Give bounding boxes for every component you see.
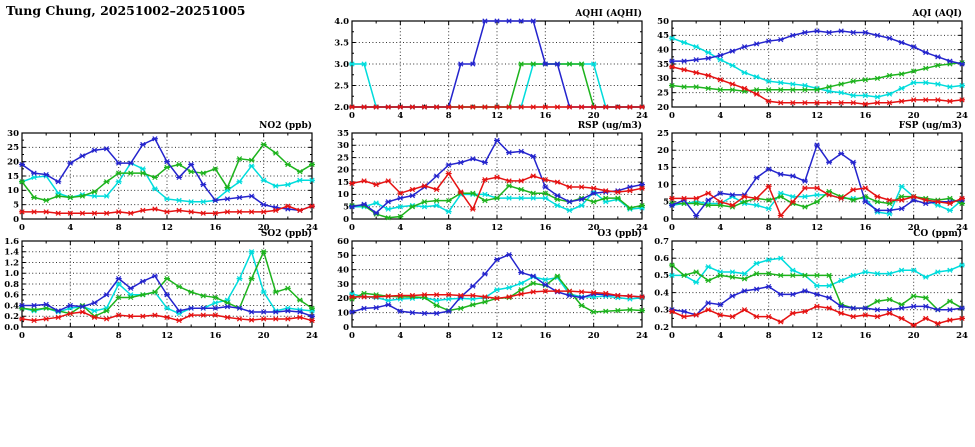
chart-rsp (330, 120, 655, 233)
svg-text:30: 30 (337, 279, 349, 290)
svg-text:25: 25 (657, 128, 669, 139)
chart-no2 (0, 120, 325, 233)
svg-text:0: 0 (19, 331, 25, 341)
svg-text:12: 12 (491, 331, 503, 341)
svg-text:20: 20 (337, 294, 349, 305)
svg-text:24: 24 (306, 223, 318, 233)
chart-plot-aqhi (330, 8, 655, 121)
svg-text:24: 24 (636, 111, 648, 121)
svg-text:4: 4 (67, 223, 74, 233)
svg-text:40: 40 (657, 45, 669, 56)
svg-text:1.2: 1.2 (4, 258, 19, 269)
chart-co (650, 228, 975, 341)
svg-text:0.2: 0.2 (654, 322, 669, 333)
svg-text:15: 15 (657, 163, 669, 174)
svg-text:0.2: 0.2 (4, 312, 19, 323)
svg-text:3.0: 3.0 (334, 59, 349, 70)
svg-text:4: 4 (397, 111, 404, 121)
svg-text:4: 4 (397, 223, 404, 233)
svg-text:12: 12 (811, 331, 823, 341)
svg-text:20: 20 (257, 331, 270, 341)
svg-text:1.6: 1.6 (4, 236, 19, 247)
svg-text:50: 50 (657, 16, 669, 27)
svg-text:0: 0 (13, 214, 19, 225)
svg-text:0: 0 (343, 214, 349, 225)
chart-so2 (0, 228, 325, 341)
svg-text:4: 4 (397, 331, 404, 341)
chart-aqi (650, 8, 975, 121)
svg-text:0.3: 0.3 (654, 305, 669, 316)
svg-text:15: 15 (337, 177, 349, 188)
chart-title-rsp: RSP (ug/m3) (577, 121, 642, 131)
svg-text:25: 25 (7, 143, 19, 154)
chart-o3 (330, 228, 655, 341)
svg-text:0.4: 0.4 (654, 288, 669, 299)
svg-text:0: 0 (349, 111, 355, 121)
svg-text:0: 0 (669, 331, 675, 341)
svg-text:20: 20 (337, 165, 349, 176)
svg-text:4: 4 (717, 111, 724, 121)
svg-text:12: 12 (811, 111, 823, 121)
svg-text:4: 4 (67, 331, 74, 341)
svg-text:20: 20 (907, 223, 920, 233)
chart-title-aqi: AQI (AQI) (912, 9, 962, 19)
svg-text:8: 8 (765, 111, 772, 121)
chart-plot-fsp (650, 120, 975, 233)
svg-text:0: 0 (343, 322, 349, 333)
svg-text:35: 35 (337, 128, 349, 139)
svg-text:5: 5 (343, 202, 349, 213)
svg-text:30: 30 (657, 74, 669, 85)
svg-text:8: 8 (765, 331, 772, 341)
svg-text:60: 60 (337, 236, 349, 247)
svg-text:24: 24 (636, 223, 648, 233)
chart-title-fsp: FSP (ug/m3) (898, 121, 962, 131)
chart-aqhi (330, 8, 655, 121)
svg-text:0: 0 (669, 223, 675, 233)
svg-text:20: 20 (257, 223, 270, 233)
svg-text:16: 16 (539, 223, 552, 233)
svg-text:0.6: 0.6 (4, 290, 19, 301)
svg-text:24: 24 (956, 223, 968, 233)
svg-text:12: 12 (491, 111, 503, 121)
svg-text:24: 24 (636, 331, 648, 341)
svg-text:25: 25 (337, 153, 349, 164)
svg-text:16: 16 (539, 111, 552, 121)
svg-text:12: 12 (491, 223, 503, 233)
svg-text:8: 8 (765, 223, 772, 233)
svg-text:1.0: 1.0 (4, 269, 19, 280)
svg-text:16: 16 (539, 331, 552, 341)
svg-text:24: 24 (956, 111, 968, 121)
svg-text:35: 35 (657, 59, 669, 70)
svg-text:5: 5 (663, 197, 669, 208)
svg-text:16: 16 (209, 331, 222, 341)
svg-text:2.0: 2.0 (334, 102, 349, 113)
svg-text:20: 20 (7, 157, 19, 168)
svg-text:30: 30 (337, 141, 349, 152)
svg-text:20: 20 (587, 223, 600, 233)
svg-text:8: 8 (115, 331, 122, 341)
svg-text:3.5: 3.5 (334, 38, 349, 49)
svg-text:4: 4 (717, 331, 724, 341)
chart-plot-so2 (0, 228, 325, 341)
svg-text:20: 20 (657, 146, 669, 156)
svg-text:0: 0 (669, 111, 675, 121)
svg-text:20: 20 (907, 111, 920, 121)
svg-text:8: 8 (445, 223, 452, 233)
svg-text:0.6: 0.6 (654, 254, 669, 264)
svg-text:12: 12 (161, 223, 173, 233)
svg-text:4.0: 4.0 (334, 16, 349, 27)
svg-text:8: 8 (115, 223, 122, 233)
chart-title-o3: O3 (ppb) (597, 229, 642, 239)
svg-text:10: 10 (657, 180, 669, 191)
svg-text:16: 16 (859, 223, 872, 233)
svg-text:30: 30 (7, 128, 19, 139)
svg-text:40: 40 (337, 265, 349, 276)
svg-text:0: 0 (19, 223, 25, 233)
svg-text:1.4: 1.4 (4, 247, 19, 258)
svg-text:0: 0 (663, 214, 669, 225)
svg-text:8: 8 (445, 331, 452, 341)
svg-text:0.4: 0.4 (4, 301, 19, 312)
svg-text:20: 20 (657, 102, 669, 113)
svg-text:0: 0 (349, 331, 355, 341)
chart-plot-no2 (0, 120, 325, 233)
chart-plot-co (650, 228, 975, 341)
svg-text:4: 4 (717, 223, 724, 233)
svg-text:5: 5 (13, 200, 19, 211)
chart-title-so2: SO2 (ppb) (260, 229, 312, 239)
svg-text:0.0: 0.0 (4, 322, 19, 333)
svg-text:24: 24 (956, 331, 968, 341)
svg-text:45: 45 (657, 31, 669, 42)
svg-text:0.7: 0.7 (654, 236, 669, 247)
svg-text:12: 12 (161, 331, 173, 341)
svg-text:10: 10 (337, 190, 349, 201)
svg-text:20: 20 (907, 331, 920, 341)
chart-fsp (650, 120, 975, 233)
svg-text:0: 0 (349, 223, 355, 233)
svg-text:20: 20 (587, 331, 600, 341)
svg-text:2.5: 2.5 (334, 81, 349, 92)
svg-text:8: 8 (445, 111, 452, 121)
svg-text:16: 16 (859, 331, 872, 341)
chart-title-no2: NO2 (ppb) (259, 121, 312, 131)
svg-text:20: 20 (587, 111, 600, 121)
svg-text:16: 16 (859, 111, 872, 121)
svg-text:10: 10 (7, 186, 19, 197)
svg-text:15: 15 (7, 171, 19, 182)
chart-plot-aqi (650, 8, 975, 121)
chart-plot-rsp (330, 120, 655, 233)
svg-text:50: 50 (337, 251, 349, 262)
chart-title-aqhi: AQHI (AQHI) (575, 9, 642, 19)
svg-text:12: 12 (811, 223, 823, 233)
page-title: Tung Chung, 20251002–20251005 (6, 3, 246, 18)
svg-text:16: 16 (209, 223, 222, 233)
svg-text:24: 24 (306, 331, 318, 341)
chart-title-co: CO (ppm) (913, 229, 962, 239)
svg-text:10: 10 (337, 308, 349, 319)
chart-plot-o3 (330, 228, 655, 341)
svg-text:0.8: 0.8 (4, 279, 19, 290)
svg-text:25: 25 (657, 88, 669, 99)
svg-text:0.5: 0.5 (654, 271, 669, 282)
